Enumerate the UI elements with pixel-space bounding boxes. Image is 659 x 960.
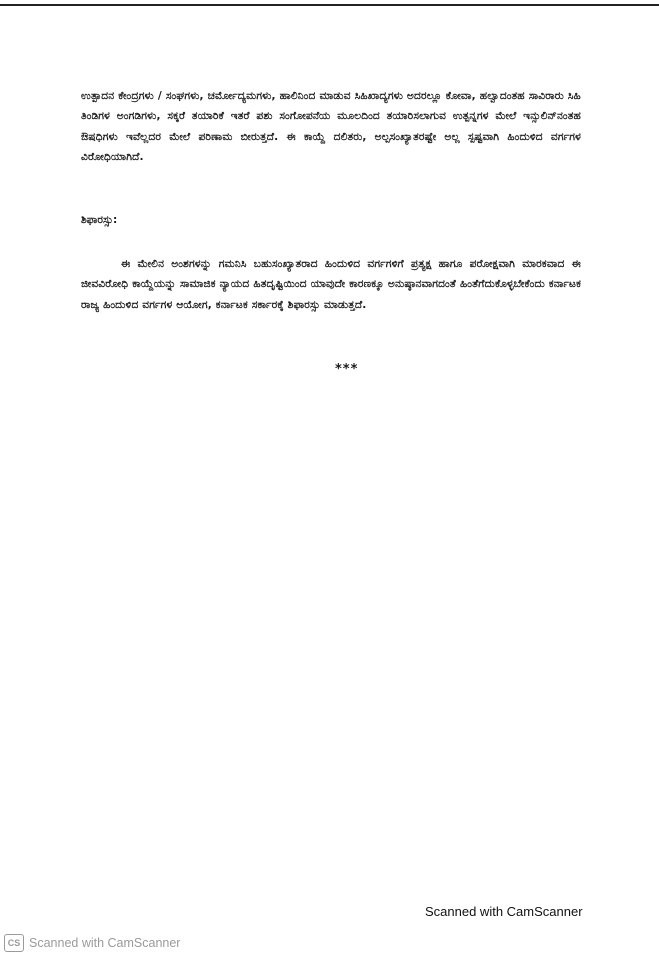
end-separator: ***	[335, 362, 359, 377]
recommendation-heading: ಶಿಫಾರಸ್ಸು:	[81, 214, 118, 226]
paragraph-2-block	[81, 254, 581, 315]
scanned-footer-text: Scanned with CamScanner	[425, 904, 583, 919]
paragraph-2: ಈ ಮೇಲಿನ ಅಂಶಗಳನ್ನು ಗಮನಿಸಿ ಬಹುಸಂಖ್ಯಾತರಾದ ಹಿಂದುಳಿದ ವರ್ಗಗಳಿಗೆ ಪ್ರತ್ಯಕ್ಷ ಹಾಗೂ ಪರೋಕ್ಷವಾಗಿ ಮಾರಕವಾದ ಈ ಜೀವವಿರೋಧಿ ಕಾಯ್ದೆಯನ್ನು ಸಾಮಾಜಿಕ ನ್ಯಾಯದ ಹಿತದೃಷ್ಟಿಯಿಂದ ಯಾವುದೇ ಕಾರಣಕ್ಕೂ ಅನುಷ್ಠಾನವಾಗದಂತೆ ಹಿಂತೆಗೆದುಕೊಳ್ಳಬೇಕೆಂದು ಕರ್ನಾಟಕ ರಾಜ್ಯ ಹಿಂದುಳಿದ ವರ್ಗಗಳ ಆಯೋಗ, ಕರ್ನಾಟಕ ಸರ್ಕಾರಕ್ಕೆ ಶಿಫಾರಸ್ಸು ಮಾಡುತ್ತದೆ.	[81, 258, 581, 311]
camscanner-logo-icon: CS	[4, 934, 24, 952]
paragraph-1: ಉತ್ಪಾದನ ಕೇಂದ್ರಗಳು / ಸಂಘಗಳು, ಚರ್ಮೋದ್ಯಮಗಳು, ಹಾಲಿನಿಂದ ಮಾಡುವ ಸಿಹಿಖಾದ್ಯಗಳು ಅದರಲ್ಲೂ ಕೋವಾ, ಹಲ್ವಾದಂತಹ ಸಾವಿರಾರು ಸಿಹಿ ತಿಂಡಿಗಳ ಅಂಗಡಿಗಳು, ಸಕ್ಕರೆ ತಯಾರಿಕೆ ಇತರೆ ಪಶು ಸಂಗೋಪನೆಯ ಮೂಲದಿಂದ ತಯಾರಿಸಲಾಗುವ ಉತ್ಪನ್ನಗಳ ಮೇಲೆ ಇನ್ಸುಲಿನ್‌ನಂತಹ ಔಷಧಿಗಳು ಇವೆಲ್ಲದರ ಮೇಲೆ ಪರಿಣಾಮ ಬೀರುತ್ತದೆ. ಈ ಕಾಯ್ದೆ ದಲಿತರು, ಅಲ್ಪಸಂಖ್ಯಾತರಷ್ಟೇ ಅಲ್ಲ ಸ್ಪಷ್ಟವಾಗಿ ಹಿಂದುಳಿದ ವರ್ಗಗಳ ವಿರೋಧಿಯಾಗಿದೆ.	[81, 90, 581, 163]
camscanner-watermark	[4, 934, 180, 952]
paragraph-1-block	[81, 86, 581, 167]
watermark-text: Scanned with CamScanner	[29, 936, 181, 950]
top-border-line	[0, 0, 659, 6]
